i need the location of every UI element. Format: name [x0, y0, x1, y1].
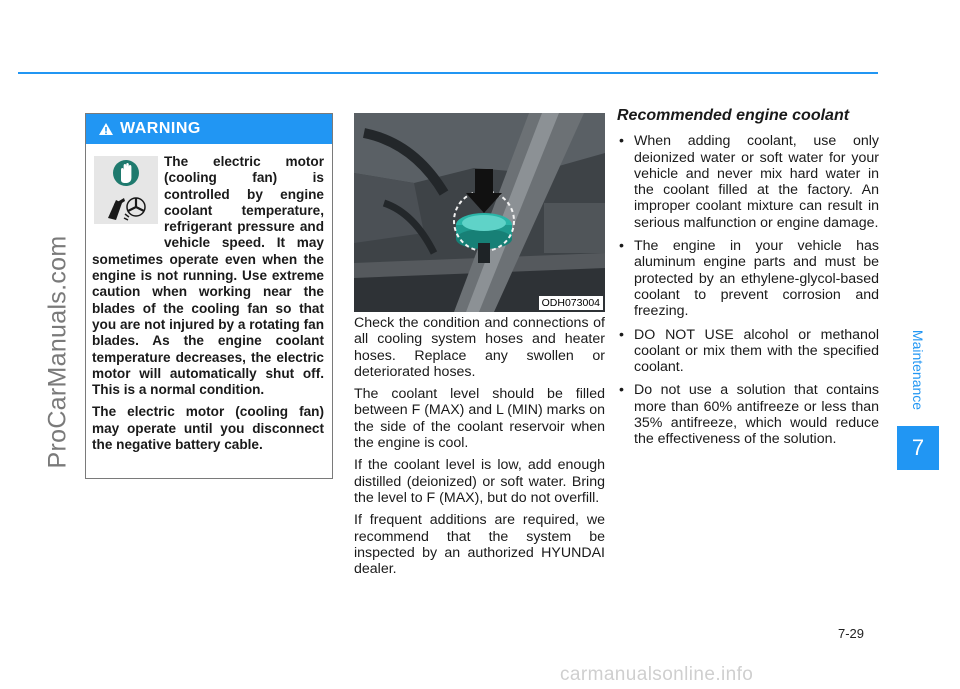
warning-header	[86, 114, 332, 144]
section-number: 7	[897, 426, 939, 470]
header-rule	[18, 72, 878, 74]
footer-watermark: carmanualsonline.info	[560, 664, 754, 685]
section-heading: Recommended engine coolant	[617, 107, 850, 124]
coolant-check-text	[354, 315, 605, 583]
recommended-coolant-section	[617, 108, 879, 455]
bullet-item: • The engine in your vehicle has aluminum engine parts and must be protected by an ethylene-glycol-based coolant to prevent corrosion and freezing.	[617, 238, 879, 319]
side-watermark	[0, 0, 80, 689]
body-paragraph-3: If the coolant level is low, add enough distilled (deionized) or soft water. Bring the level to F (MAX), but do not overfill.	[354, 457, 605, 506]
bullet-item: • Do not use a solution that contains more than 60% antifreeze or less than 35% antifreeze, which would reduce the effectiveness of the solution.	[617, 382, 879, 447]
body-paragraph-2: The coolant level should be filled between F (MAX) and L (MIN) marks on the side of the coolant reservoir when the engine is cool.	[354, 386, 605, 452]
warning-title: WARNING	[120, 120, 201, 137]
body-paragraph-4: If frequent additions are required, we recommend that the system be inspected by an authorized HYUNDAI dealer.	[354, 512, 605, 578]
bullet-item: • DO NOT USE alcohol or methanol coolant or mix them with the specified coolant.	[617, 327, 879, 376]
figure-code: ODH073004	[539, 296, 603, 310]
section-tab	[897, 330, 939, 470]
engine-bay-illustration	[354, 113, 605, 312]
section-label: Maintenance	[910, 329, 926, 411]
warning-body	[92, 154, 324, 459]
warning-box	[85, 113, 333, 479]
warning-triangle-icon	[98, 122, 114, 136]
page-number: 7-29	[838, 626, 865, 641]
coolant-cap-photo	[354, 113, 605, 312]
coolant-bullet-list	[617, 133, 879, 447]
warning-paragraph-1: The electric motor (cooling fan) is controlled by engine coolant temperature, refrigerant pressure and vehicle speed. It may sometimes operate even when the engine is not running. Use extreme caution when working near the blades of the cooling fan so that you are not injured by a rotating fan blades. As the engine coolant temperature decreases, the electric motor will automatically shut off. This is a normal condition.	[92, 154, 324, 398]
warning-paragraph-2: The electric motor (cooling fan) may operate until you disconnect the negative battery cable.	[92, 404, 324, 453]
body-paragraph-1: Check the condition and connections of all cooling system hoses and heater hoses. Replace any swollen or deteriorated hoses.	[354, 315, 605, 380]
side-watermark-text: ProCarManuals.com	[43, 235, 72, 469]
bullet-item: • When adding coolant, use only deionized water or soft water for your vehicle and never mix hard water in the coolant filled at the factory. An improper coolant mixture can result in serious malfunction or engine damage.	[617, 133, 879, 231]
